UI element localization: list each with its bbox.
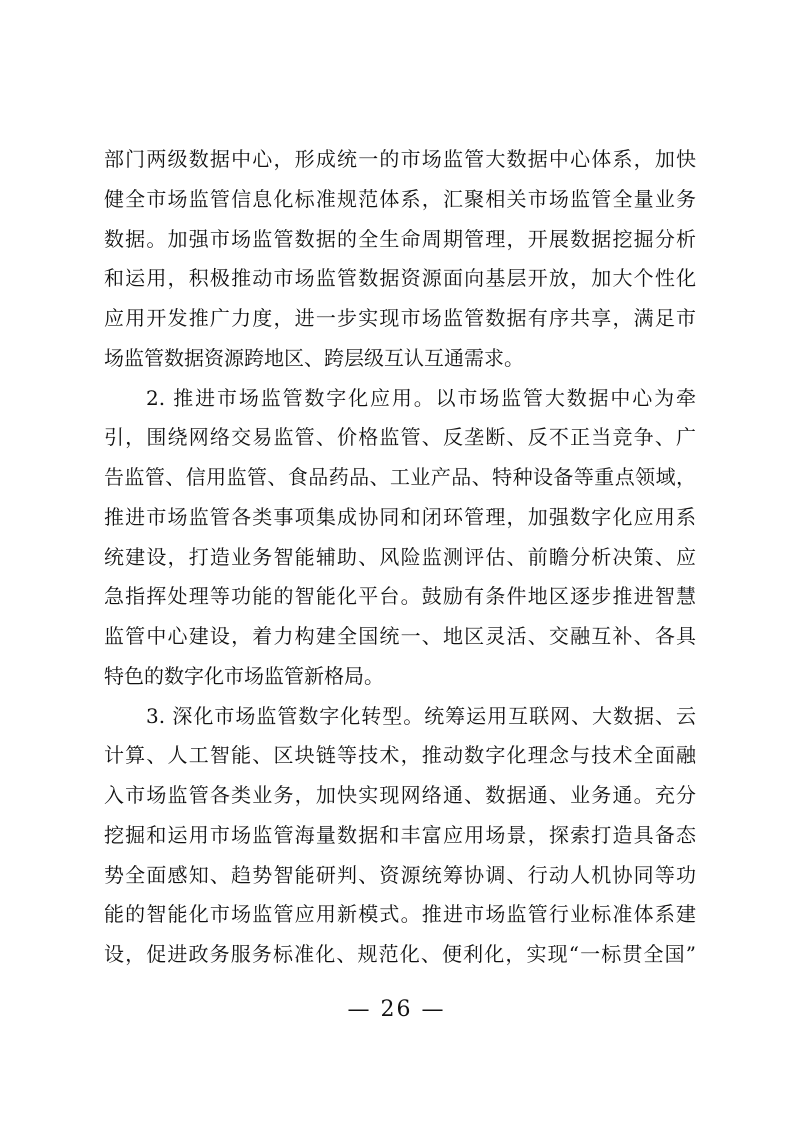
text-line: 挖掘和运用市场监管海量数据和丰富应用场景，探索打造具备态 — [104, 822, 696, 847]
text-line: 部门两级数据中心，形成统一的市场监管大数据中心体系，加快 — [104, 147, 696, 171]
paragraph-first-line: 2. 推进市场监管数字化应用。以市场监管大数据中心为牵 — [146, 385, 696, 410]
paragraph-first-line: 3. 深化市场监管数字化转型。统筹运用互联网、大数据、云 — [146, 703, 696, 728]
text-line: 监管中心建设，着力构建全国统一、地区灵活、交融互补、各具 — [104, 624, 696, 648]
page-number: — 26 — — [347, 997, 446, 1022]
text-line: 场监管数据资源跨地区、跨层级互认互通需求。 — [104, 345, 524, 370]
body-text — [104, 140, 696, 975]
text-line: 能的智能化市场监管应用新模式。推进市场监管行业标准体系建 — [104, 902, 696, 927]
text-line: 告监管、信用监管、食品药品、工业产品、特种设备等重点领域， — [104, 465, 696, 489]
paragraph-item-3 — [104, 697, 696, 975]
text-line: 急指挥处理等功能的智能化平台。鼓励有条件地区逐步推进智慧 — [104, 584, 696, 609]
text-line: 数据。加强市场监管数据的全生命周期管理，开展数据挖掘分析 — [104, 226, 696, 251]
text-line: 推进市场监管各类事项集成协同和闭环管理，加强数字化应用系 — [104, 504, 696, 529]
text-line: 统建设，打造业务智能辅助、风险监测评估、前瞻分析决策、应 — [104, 544, 696, 569]
text-line: 应用开发推广力度，进一步实现市场监管数据有序共享，满足市 — [104, 306, 696, 330]
text-line: 特色的数字化市场监管新格局。 — [104, 663, 384, 688]
paragraph-continued — [104, 140, 696, 379]
paragraph-item-2 — [104, 379, 696, 697]
text-line: 设，促进政务服务标准化、规范化、便利化，实现“一标贯全国” — [104, 942, 696, 966]
text-line: 势全面感知、趋势智能研判、资源统筹协调、行动人机协同等功 — [104, 862, 696, 887]
text-line: 和运用，积极推动市场监管数据资源面向基层开放，加大个性化 — [104, 266, 696, 291]
text-line: 计算、人工智能、区块链等技术，推动数字化理念与技术全面融 — [104, 743, 696, 768]
text-line: 入市场监管各类业务，加快实现网络通、数据通、业务通。充分 — [104, 783, 696, 807]
text-line: 健全市场监管信息化标准规范体系，汇聚相关市场监管全量业务 — [104, 186, 696, 211]
text-line: 引，围绕网络交易监管、价格监管、反垄断、反不正当竞争、广 — [104, 425, 696, 450]
